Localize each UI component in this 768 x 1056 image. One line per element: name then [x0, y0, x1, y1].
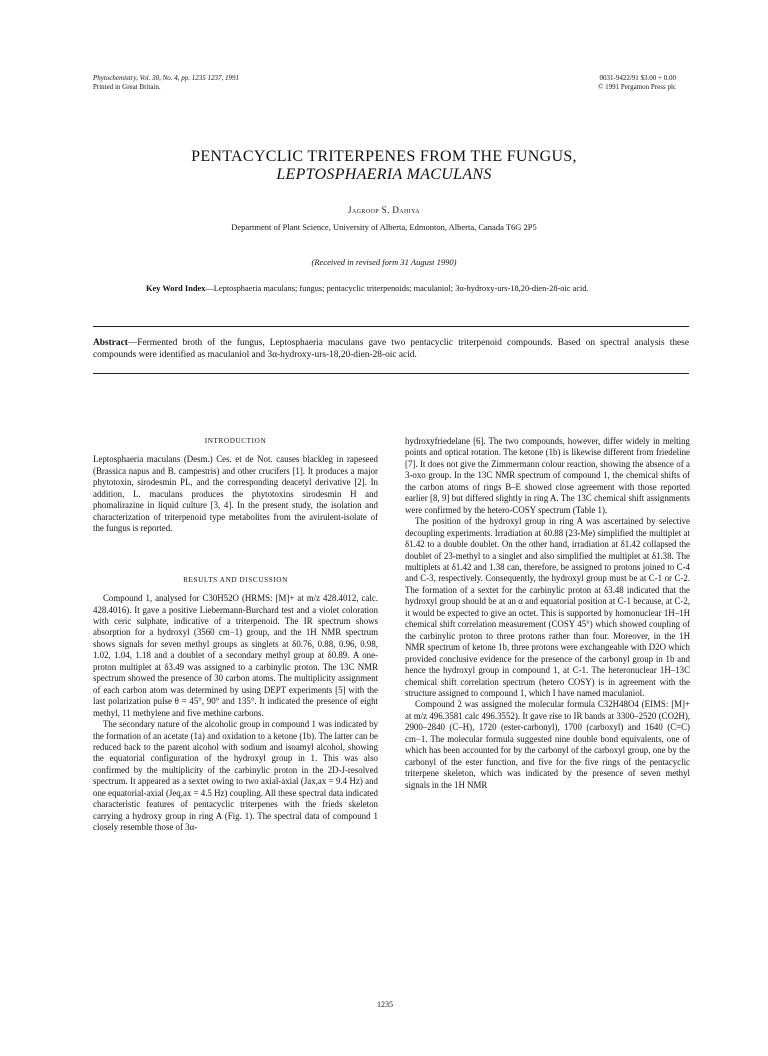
received-date: (Received in revised form 31 August 1990): [311, 257, 457, 267]
keyword-text: —Leptosphaeria maculans; fungus; pentacyclic triterpenoids; maculaniol; 3α-hydroxy-urs-18,20-dien-28-oic acid.: [205, 284, 589, 293]
divider-top: [93, 326, 689, 327]
publisher-header: [520, 74, 676, 92]
divider-bottom: [93, 373, 689, 374]
results-heading: RESULTS AND DISCUSSION: [183, 575, 288, 584]
title-line-1: PENTACYCLIC TRITERPENES FROM THE FUNGUS,: [191, 148, 577, 165]
introduction-paragraph: Leptosphaeria maculans (Desm.) Ces. et de Not. causes blackleg in rapeseed (Brassica napus and B. campestris) and other crucifers [1]. It produces a major phytotoxin, sirodesmin PL, and the corresponding deacetyl derivative [2]. In addition, L. maculans produces the phytotoxins sirodesmin H and phomalirazine in liquid culture [3, 4]. In the present study, the isolation and characterization of triterpenoid type metabolites from the avirulent-isolate of the fungus is reported.: [93, 454, 378, 534]
results-paragraph-2: The secondary nature of the alcoholic group in compound 1 was indicated by the formation of an acetate (1a) and oxidation to a ketone (1b). The latter can be reduced back to the parent alcohol with sodium and isoamyl alcohol, showing the equatorial configuration of the hydroxyl group in 1. This was also confirmed by the multiplicity of the carbinylic proton in the 2D-J-resolved spectrum. It appeared as a sextet owing to two axial-axial (Jax,ax = 9.4 Hz) and one equatorial-axial (Jeq,ax = 4.5 Hz) coupling. All these spectral data indicated characteristic features of pentacyclic triterpenes with the frieds skeleton carrying a hydroxy group in ring A (Fig. 1). The spectral data of compound 1 closely resemble those of 3α-: [93, 719, 378, 833]
right-column: [405, 436, 690, 791]
abstract-label: Abstract: [93, 338, 128, 348]
issn-code: 0031-9422/91 $3.00 + 0.00: [599, 74, 676, 82]
abstract-text: —Fermented broth of the fungus, Leptosphaeria maculans gave two pentacyclic triterpenoid compounds. Based on spectral analysis these compounds were identified as maculaniol and 3α-hydroxy-urs-18,20-dien-28-oic acid.: [93, 338, 689, 360]
right-paragraph-1: hydroxyfriedelane [6]. The two compounds, however, differ widely in melting points and optical rotation. The ketone (1b) is likewise different from friedeline [7]. It does not give the Zimmermann colour reaction, showing the absence of a 3-oxo group. In the 13C NMR spectrum of compound 1, the chemical shifts of the carbon atoms of rings B–E showed close agreement with those reported earlier [8, 9] but differed slightly in ring A. The 13C chemical shift assignments were confirmed by the hetero-COSY spectrum (Table 1).: [405, 436, 690, 515]
page-number: 1235: [377, 1000, 393, 1009]
left-column: [93, 436, 378, 834]
right-paragraph-3: Compound 2 was assigned the molecular formula C32H48O4 (EIMS: [M]+ at m/z 496.3581 calc 496.3552). It gave rise to IR bands at 3300–2520 (CO2H), 2900–2840 (C–H), 1720 (ester-carbonyl), 1700 (carboxyl) and 1640 (C=C) cm−1. The molecular formula suggested nine double bond equivalents, one of which has been accounted for by the carbonyl of the carboxyl group, one by the carbonyl of the ester function, and five for the five rings of the pentacyclic triterpene skeleton, which was indicated by the presence of seven methyl signals in the 1H NMR: [405, 699, 690, 790]
copyright-line: © 1991 Pergamon Press plc: [598, 83, 676, 91]
author-name: Jagroop S. Dahiya: [348, 205, 420, 215]
printed-note: Printed in Great Britain.: [93, 83, 161, 91]
introduction-heading: INTRODUCTION: [204, 437, 267, 445]
right-paragraph-2: The position of the hydroxyl group in ring A was ascertained by selective decoupling experiments. Irradiation at δ0.88 (23-Me) simplified the multiplet at δ1.42 to a double doublet. On the other hand, irradiation at δ1.42 collapsed the doublet of 23-methyl to a singlet and also simplified the multiplet at δ1.38. The multiplets at δ1.42 and 1.38 can, therefore, be assigned to protons joined to C-4 and C-3, respectively. Consequently, the hydroxyl group must be at C-1 or C-2. The formation of a sextet for the carbinylic proton at δ3.48 indicated that the hydroxyl group should be at an α and equatorial position at C-1 because, at C-2, it would be expected to give an octet. This is supported by homonuclear 1H–1H chemical shift correlation measurement (COSY 45°) which showed coupling of the carbinylic proton to three protons rather than four. Moreover, in the 1H NMR spectrum of ketone 1b, three protons were exchangeable with D2O which provided conclusive evidence for the presence of the carbonyl group in 1b and hence the hydroxyl group in compound 1, at C-1. The heteronuclear 1H–13C chemical shift correlation spectrum (hetero COSY) is in agreement with the structure assigned to compound 1, which I have named maculaniol.: [405, 516, 690, 698]
journal-header: [93, 74, 423, 92]
keyword-index: [146, 283, 666, 294]
abstract: [93, 337, 689, 361]
journal-citation: Phytochemistry, Vol. 30, No. 4, pp. 1235 1237, 1991: [93, 74, 240, 82]
title-line-2: LEPTOSPHAERIA MACULANS: [276, 166, 492, 183]
affiliation: Department of Plant Science, University of Alberta, Edmonton, Alberta, Canada T6G 2P5: [231, 222, 537, 232]
results-paragraph-1: Compound 1, analysed for C30H52O (HRMS: [M]+ at m/z 428.4012, calc. 428.4016). It gave a positive Liebermann-Burchard test and a violet coloration with ceric sulphate, indicative of a triterpenoid. The IR spectrum shows absorption for a hydroxyl (3560 cm−1) group, and the 1H NMR spectrum shows signals for seven methyl groups as singlets at δ0.76, 0.88, 0.96, 0.98, 1.02, 1.04, 1.18 and a doublet of a secondary methyl group at δ0.89. A one-proton multiplet at δ3.49 was assigned to a carbinylic proton. The 13C NMR spectrum showed the presence of 30 carbon atoms. The multiplicity assignment of each carbon atom was determined by using DEPT experiments [5] with the last polarization pulse θ = 45°, 90° and 135°. It indicated the presence of eight methyl, 11 methylene and five methine carbons.: [93, 593, 378, 718]
paper-title: [70, 148, 698, 184]
keyword-label: Key Word Index: [146, 284, 206, 293]
